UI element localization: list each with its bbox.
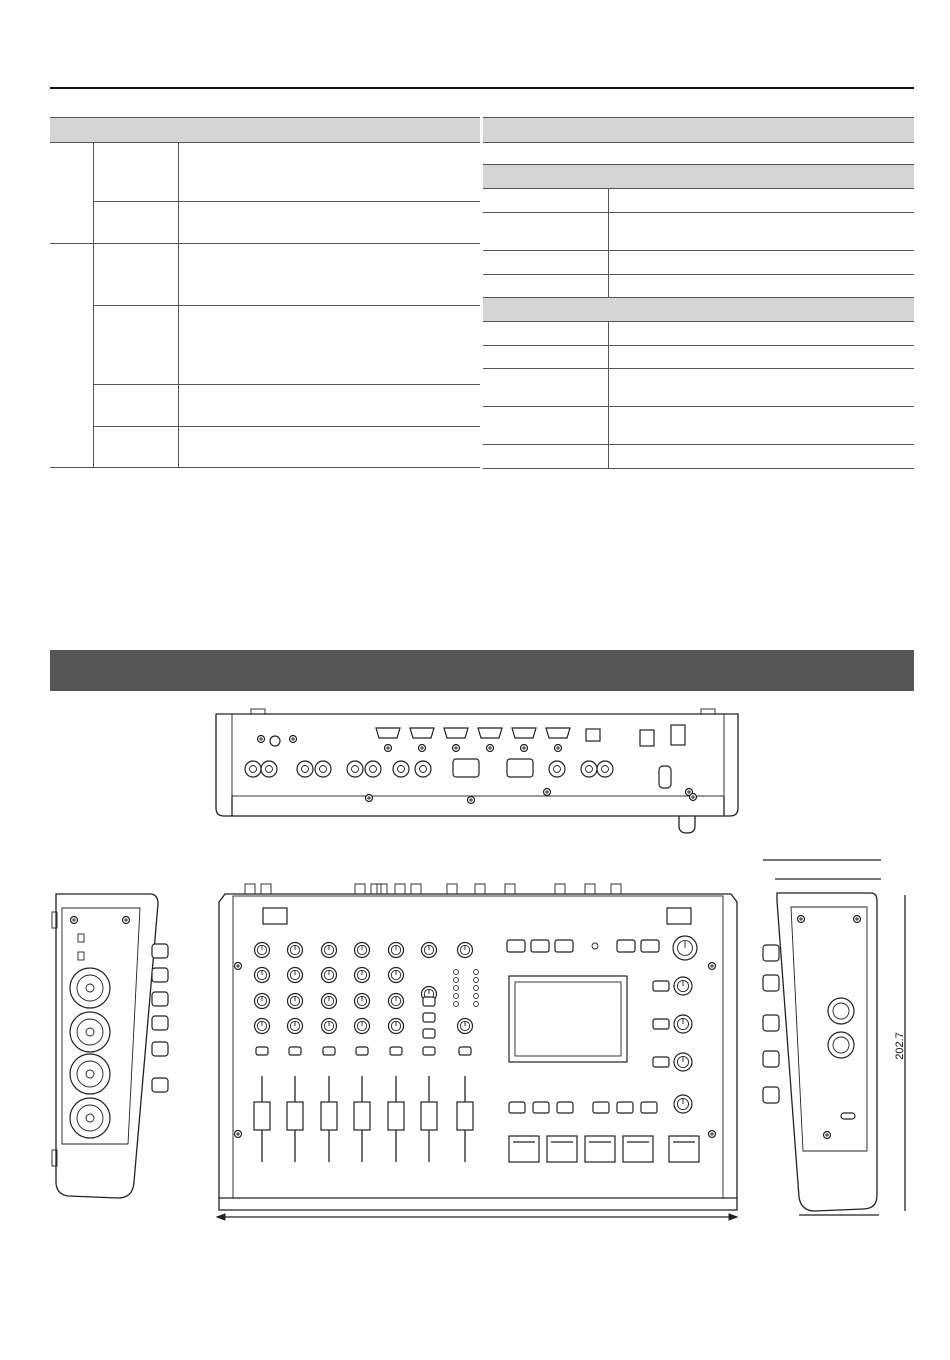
button	[423, 1029, 435, 1038]
button	[653, 1019, 669, 1029]
row-label	[483, 189, 608, 213]
row-value	[608, 322, 914, 346]
row-label	[483, 346, 608, 369]
led-indicator	[454, 1002, 459, 1007]
fader-cap	[321, 1102, 337, 1130]
led-indicator	[474, 994, 479, 999]
top-connector	[585, 884, 595, 894]
side-knob	[763, 1087, 779, 1103]
top-connector	[245, 884, 255, 894]
button	[653, 981, 669, 991]
rca-jack	[365, 761, 381, 777]
hdmi-port	[546, 728, 570, 738]
led-indicator	[454, 994, 459, 999]
channel-button	[423, 1047, 435, 1055]
section-title-band	[50, 650, 914, 691]
button	[555, 940, 573, 952]
large-button	[547, 1136, 577, 1162]
led-indicator	[454, 970, 459, 975]
large-button	[623, 1136, 653, 1162]
rear-panel-drawing	[213, 708, 743, 838]
top-rule	[50, 87, 914, 89]
top-connector	[475, 884, 485, 894]
hdmi-port	[478, 728, 502, 738]
side-knob	[152, 944, 168, 958]
height-dimension-label: 202.7	[894, 1032, 906, 1060]
section-header	[483, 298, 914, 322]
power-switch	[671, 725, 685, 745]
row-value	[608, 213, 914, 251]
jack	[270, 736, 280, 746]
row-label	[483, 322, 608, 346]
large-button	[669, 1136, 699, 1162]
side-knob	[152, 968, 168, 982]
fader-cap	[254, 1102, 270, 1130]
side-knob	[763, 945, 779, 961]
button	[423, 997, 435, 1006]
vga-port	[507, 759, 533, 777]
button	[557, 1102, 573, 1113]
row-label	[93, 244, 178, 306]
fader-cap	[388, 1102, 404, 1130]
led-indicator	[474, 986, 479, 991]
button	[509, 1102, 525, 1113]
right-side-drawing	[757, 855, 917, 1220]
xlr-combo-jack	[70, 1012, 110, 1052]
tbar-icon	[667, 908, 691, 924]
side-knob	[763, 1051, 779, 1067]
top-connector	[395, 884, 405, 894]
rca-jack	[597, 761, 613, 777]
top-connector	[371, 884, 381, 894]
rca-jack	[415, 761, 431, 777]
dc-jack	[640, 730, 654, 746]
top-connector	[447, 884, 457, 894]
row-value	[608, 346, 914, 369]
rca-jack	[245, 761, 261, 777]
rca-jack	[393, 761, 409, 777]
row-value	[608, 407, 914, 445]
row-value	[608, 189, 914, 213]
row-label	[483, 213, 608, 251]
rca-jack	[549, 761, 565, 777]
button	[617, 940, 635, 952]
row-value	[178, 244, 480, 306]
led-indicator	[454, 978, 459, 983]
led-indicator	[474, 1002, 479, 1007]
section-header	[483, 165, 914, 189]
hdmi-port	[376, 728, 400, 738]
row-group	[50, 143, 93, 244]
row-value	[483, 143, 914, 165]
vga-port	[453, 759, 479, 777]
top-connector	[261, 884, 271, 894]
rca-jack	[581, 761, 597, 777]
table-header	[50, 118, 480, 143]
row-value	[608, 275, 914, 298]
led-indicator	[454, 986, 459, 991]
rca-jack	[347, 761, 363, 777]
button	[641, 1102, 657, 1113]
side-knob	[152, 1078, 168, 1092]
led-indicator	[592, 943, 598, 949]
fader-cap	[354, 1102, 370, 1130]
xlr-combo-jack	[70, 1054, 110, 1094]
spec-table-right	[483, 117, 914, 469]
small-switch	[78, 952, 84, 960]
rca-jack	[315, 761, 331, 777]
side-knob	[152, 1016, 168, 1030]
row-label	[93, 385, 178, 427]
button	[531, 940, 549, 952]
small-switch	[78, 934, 84, 942]
top-connector	[555, 884, 565, 894]
top-connector	[611, 884, 621, 894]
tbar-icon	[263, 908, 287, 924]
button	[653, 1057, 669, 1067]
button	[533, 1102, 549, 1113]
row-value	[178, 143, 480, 202]
top-connector	[377, 884, 387, 894]
side-knob	[763, 975, 779, 991]
xlr-combo-jack	[70, 968, 110, 1008]
side-knob	[763, 1015, 779, 1031]
channel-button	[390, 1047, 402, 1055]
kensington-slot	[659, 766, 671, 788]
fader-cap	[421, 1102, 437, 1130]
row-value	[178, 427, 480, 468]
row-label	[93, 143, 178, 202]
side-knob	[152, 1042, 168, 1056]
xlr-combo-jack	[70, 1098, 110, 1138]
row-label	[483, 445, 608, 469]
led-indicator	[474, 970, 479, 975]
channel-button	[356, 1047, 368, 1055]
row-value	[178, 202, 480, 244]
row-value	[608, 369, 914, 407]
row-label	[93, 306, 178, 385]
button	[423, 1013, 435, 1022]
row-value	[608, 251, 914, 275]
row-value	[608, 445, 914, 469]
top-connector	[411, 884, 421, 894]
top-connector	[355, 884, 365, 894]
left-side-drawing	[48, 882, 178, 1202]
led-indicator	[474, 978, 479, 983]
fader-cap	[457, 1102, 473, 1130]
row-value	[178, 385, 480, 427]
row-label	[483, 369, 608, 407]
channel-button	[256, 1047, 268, 1055]
spec-table-left	[50, 117, 480, 468]
channel-button	[459, 1047, 471, 1055]
table-header	[483, 118, 914, 143]
large-button	[585, 1136, 615, 1162]
top-connector	[505, 884, 515, 894]
large-button	[509, 1136, 539, 1162]
button	[641, 940, 659, 952]
hdmi-port	[410, 728, 434, 738]
usb-port	[586, 729, 600, 741]
button	[617, 1102, 633, 1113]
side-knob	[152, 992, 168, 1006]
rca-jack	[261, 761, 277, 777]
row-label	[483, 251, 608, 275]
row-value	[178, 306, 480, 385]
fader-cap	[287, 1102, 303, 1130]
hdmi-port	[444, 728, 468, 738]
button	[593, 1102, 609, 1113]
channel-button	[289, 1047, 301, 1055]
channel-button	[323, 1047, 335, 1055]
hdmi-port	[512, 728, 536, 738]
button	[507, 940, 525, 952]
row-group	[50, 244, 93, 468]
row-label	[483, 275, 608, 298]
row-label	[93, 202, 178, 244]
row-label	[93, 427, 178, 468]
rca-jack	[297, 761, 313, 777]
top-view-drawing	[215, 880, 741, 1220]
row-label	[483, 407, 608, 445]
